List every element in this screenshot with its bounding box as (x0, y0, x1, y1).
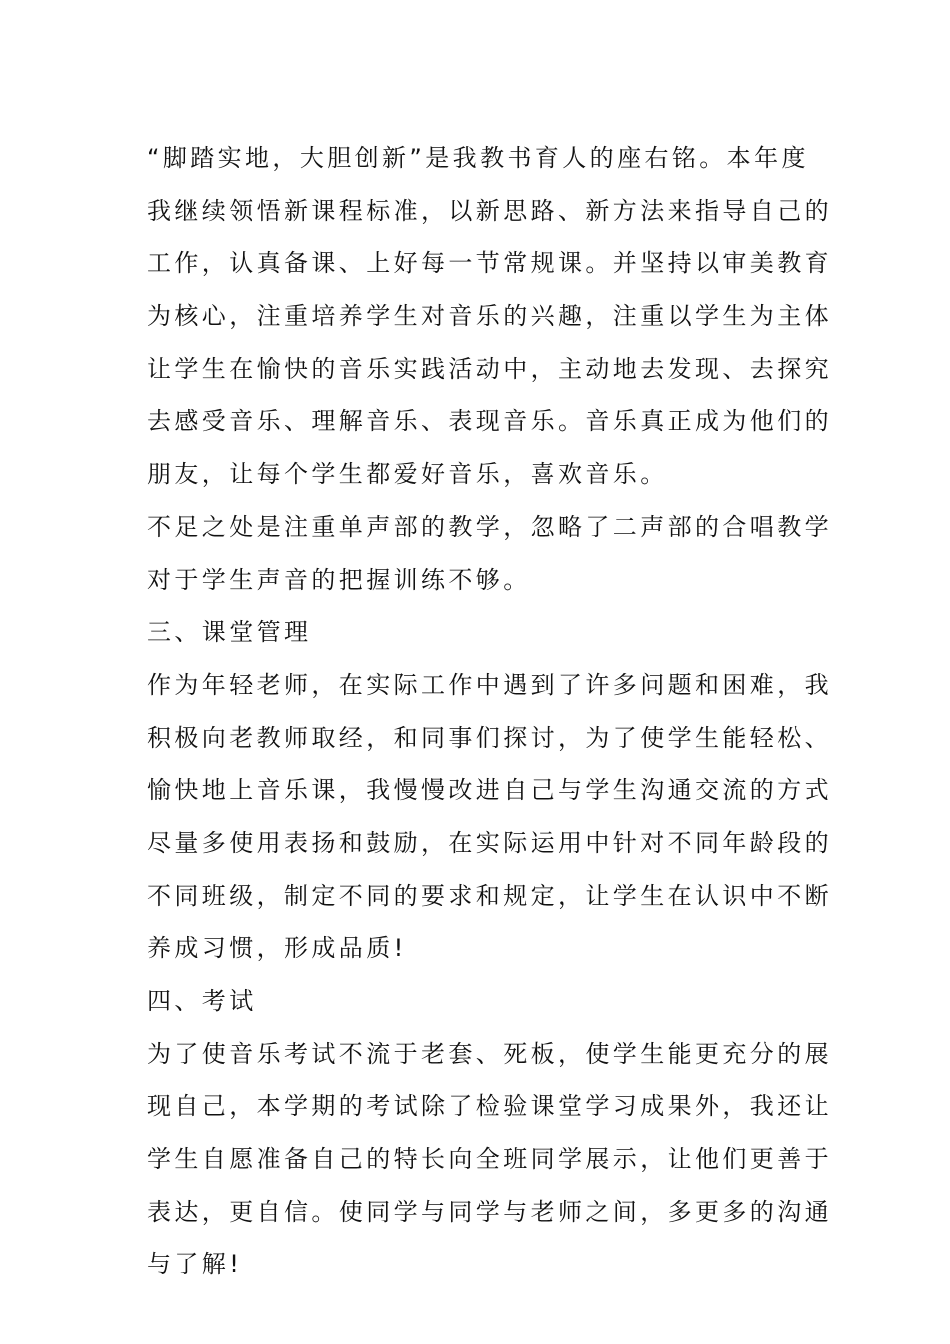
text-line: 作为年轻老师，在实际工作中遇到了许多问题和困难，我 (147, 670, 832, 699)
section-heading: 三、课堂管理 (147, 618, 312, 647)
text-line: 学生自愿准备自己的特长向全班同学展示，让他们更善于 (147, 1145, 832, 1174)
text-line: 为核心，注重培养学生对音乐的兴趣，注重以学生为主体 (147, 302, 832, 331)
text-line: 养成习惯，形成品质! (147, 934, 407, 963)
text-line: 愉快地上音乐课，我慢慢改进自己与学生沟通交流的方式 (147, 776, 832, 805)
text-line: 去感受音乐、理解音乐、表现音乐。音乐真正成为他们的 (147, 407, 832, 436)
document-body (147, 132, 832, 1291)
text-line: 不足之处是注重单声部的教学，忽略了二声部的合唱教学 (147, 512, 832, 541)
text-line: 与了解! (147, 1250, 243, 1279)
text-line: 朋友，让每个学生都爱好音乐，喜欢音乐。 (147, 460, 668, 489)
text-line: 为了使音乐考试不流于老套、死板，使学生能更充分的展 (147, 1039, 832, 1068)
text-line: 现自己，本学期的考试除了检验课堂学习成果外，我还让 (147, 1092, 832, 1121)
text-line: “脚踏实地，大胆创新”是我教书育人的座右铭。本年度 (147, 144, 809, 172)
text-line: 让学生在愉快的音乐实践活动中，主动地去发现、去探究 (147, 354, 832, 383)
text-line: 积极向老教师取经，和同事们探讨，为了使学生能轻松、 (147, 723, 832, 752)
text-line: 我继续领悟新课程标准，以新思路、新方法来指导自己的 (147, 196, 832, 225)
text-line: 不同班级，制定不同的要求和规定，让学生在认识中不断 (147, 881, 832, 910)
text-line: 对于学生声音的把握训练不够。 (147, 565, 531, 594)
section-heading: 四、考试 (147, 987, 257, 1015)
text-line: 尽量多使用表扬和鼓励，在实际运用中针对不同年龄段的 (147, 828, 832, 857)
text-line: 工作，认真备课、上好每一节常规课。并坚持以审美教育 (147, 249, 832, 278)
text-line: 表达，更自信。使同学与同学与老师之间，多更多的沟通 (147, 1197, 832, 1226)
